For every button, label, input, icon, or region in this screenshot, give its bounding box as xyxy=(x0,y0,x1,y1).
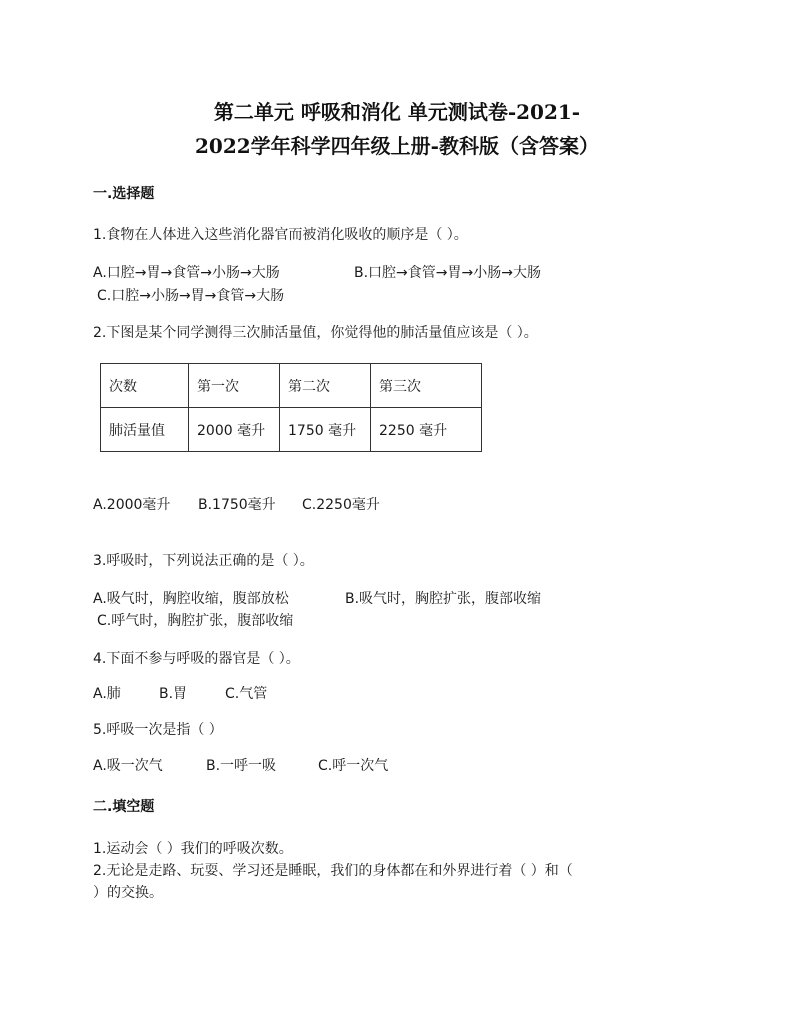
question-2-option-a: A.2000毫升 xyxy=(93,497,171,513)
question-5-option-b: B.一呼一吸 xyxy=(206,758,277,774)
question-3-option-a: A.吸气时，胸腔收缩，腹部放松 xyxy=(93,591,289,607)
table-cell: 1750 毫升 xyxy=(280,408,371,452)
table-cell: 第三次 xyxy=(371,364,482,408)
question-4-stem: 4.下面不参与呼吸的器官是（ ）。 xyxy=(93,651,300,667)
fill-question-1: 1.运动会（ ）我们的呼吸次数。 xyxy=(93,841,293,857)
question-4-option-a: A.肺 xyxy=(93,686,121,702)
fill-question-2-line1: 2.无论是走路、玩耍、学习还是睡眠，我们的身体都在和外界进行着（ ）和（ xyxy=(93,863,573,879)
section-heading-fill: 二.填空题 xyxy=(93,799,155,815)
table-cell: 肺活量值 xyxy=(101,408,189,452)
question-4-option-c: C.气管 xyxy=(225,686,268,702)
table-row xyxy=(101,408,482,452)
page-title-line1: 第二单元 呼吸和消化 单元测试卷-2021- xyxy=(213,100,581,124)
question-1-option-c: C.口腔→小肠→胃→食管→大肠 xyxy=(97,288,285,304)
table-cell: 2250 毫升 xyxy=(371,408,482,452)
question-1-option-a: A.口腔→胃→食管→小肠→大肠 xyxy=(93,265,280,281)
question-3-option-c: C.呼气时，胸腔扩张，腹部收缩 xyxy=(97,613,294,629)
question-2-stem: 2.下图是某个同学测得三次肺活量值，你觉得他的肺活量值应该是（ ）。 xyxy=(93,325,538,341)
table-cell: 次数 xyxy=(101,364,189,408)
lung-capacity-table xyxy=(100,363,482,452)
page-title-line2: 2022学年科学四年级上册-教科版（含答案） xyxy=(195,134,599,158)
question-4-option-b: B.胃 xyxy=(159,686,188,702)
table-cell: 第二次 xyxy=(280,364,371,408)
question-5-option-c: C.呼一次气 xyxy=(318,758,389,774)
table-cell: 第一次 xyxy=(189,364,280,408)
question-1-stem: 1.食物在人体进入这些消化器官而被消化吸收的顺序是（ ）。 xyxy=(93,227,468,243)
question-5-option-a: A.吸一次气 xyxy=(93,758,163,774)
question-3-option-b: B.吸气时，胸腔扩张，腹部收缩 xyxy=(345,591,542,607)
fill-question-2-line2: ）的交换。 xyxy=(93,885,163,901)
table-header-row xyxy=(101,364,482,408)
question-2-option-c: C.2250毫升 xyxy=(302,497,380,513)
table-cell: 2000 毫升 xyxy=(189,408,280,452)
question-3-stem: 3.呼吸时，下列说法正确的是（ ）。 xyxy=(93,553,314,569)
question-1-option-b: B.口腔→食管→胃→小肠→大肠 xyxy=(354,265,541,281)
question-2-option-b: B.1750毫升 xyxy=(198,497,276,513)
section-heading-choice: 一.选择题 xyxy=(93,186,155,202)
question-5-stem: 5.呼吸一次是指（ ） xyxy=(93,722,223,738)
